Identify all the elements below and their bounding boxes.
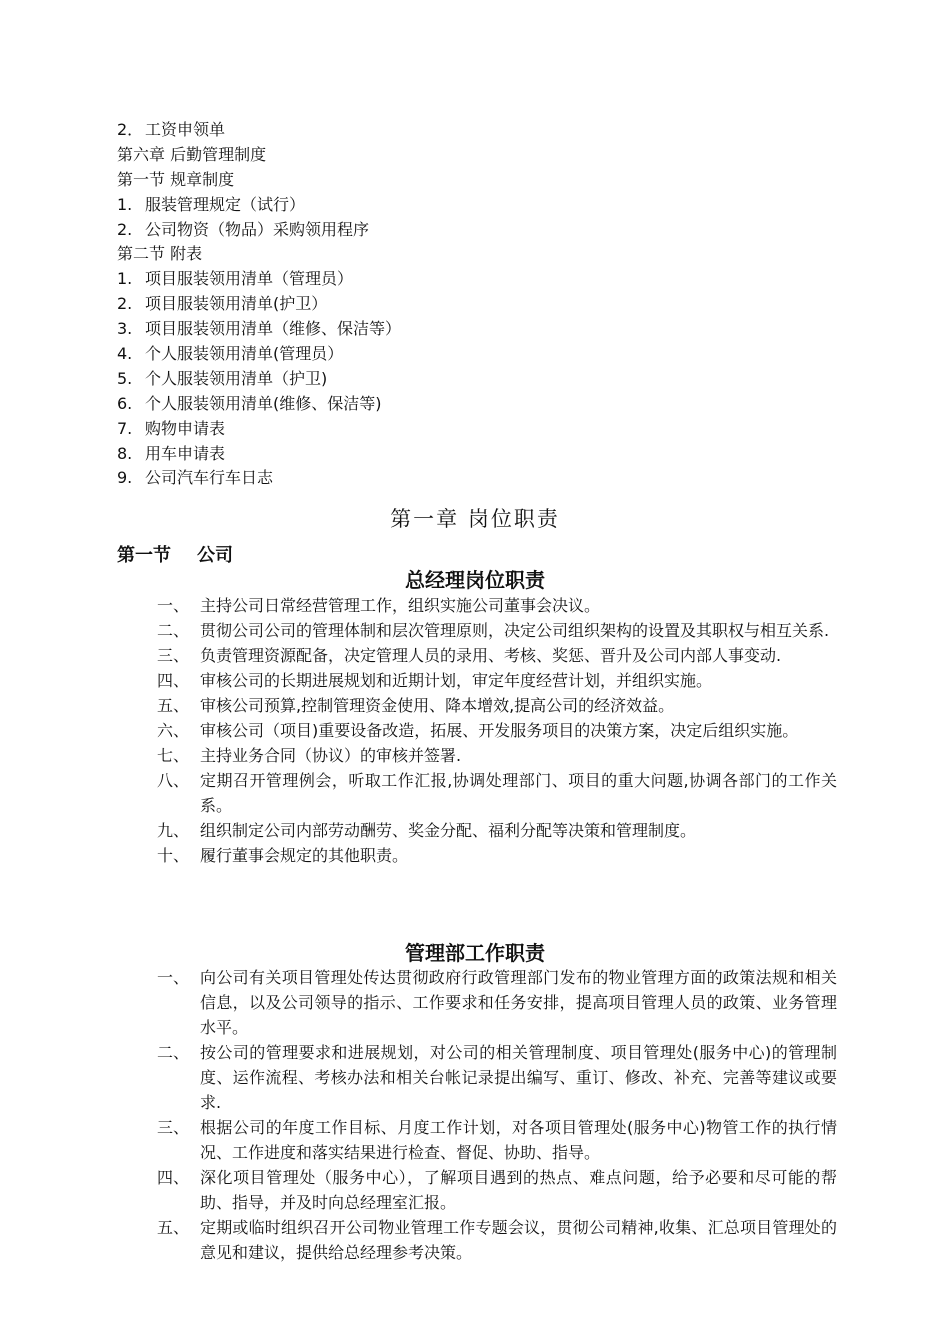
- list-item: 十、 履行董事会规定的其他职责。: [157, 846, 409, 865]
- toc-line: 2. 公司物资（物品）采购领用程序: [117, 219, 370, 239]
- list-item: 七、 主持业务合同（协议）的审核并签署.: [157, 746, 462, 765]
- toc-line: 9. 公司汽车行车日志: [117, 468, 274, 488]
- section-heading: [117, 542, 233, 570]
- toc-line: 2. 项目服装领用清单(护卫）: [117, 294, 328, 314]
- mgmt-duties-list: [157, 965, 837, 1265]
- toc-line: 1. 服装管理规定（试行）: [117, 194, 306, 214]
- gm-duties-list: [157, 593, 837, 868]
- toc-line: 3. 项目服装领用清单（维修、保洁等）: [117, 319, 402, 339]
- toc-line: 8. 用车申请表: [117, 443, 226, 463]
- toc-line: 4. 个人服装领用清单(管理员）: [117, 344, 344, 364]
- gm-duties-title: 总经理岗位职责: [405, 568, 545, 592]
- toc-line: 7. 购物申请表: [117, 418, 226, 438]
- toc-line: 6. 个人服装领用清单(维修、保洁等): [117, 393, 382, 413]
- mgmt-duties-title: 管理部工作职责: [405, 941, 545, 965]
- list-item: 五、 定期或临时组织召开公司物业管理工作专题会议，贯彻公司精神,收集、汇总项目管理处的意见和建议，提供给总经理参考决策。: [157, 1218, 837, 1262]
- toc-line: 1. 项目服装领用清单（管理员）: [117, 269, 354, 289]
- list-item: 九、 组织制定公司内部劳动酬劳、奖金分配、福利分配等决策和管理制度。: [157, 821, 697, 840]
- toc-line: 第一节 规章制度: [117, 169, 235, 189]
- section-name: 公司: [197, 545, 233, 566]
- list-item: 一、 主持公司日常经营管理工作，组织实施公司董事会决议。: [157, 596, 601, 615]
- toc-line: 第二节 附表: [117, 244, 203, 264]
- list-item: 五、 审核公司预算,控制管理资金使用、降本增效,提高公司的经济效益。: [157, 696, 675, 715]
- list-item: 六、 审核公司（项目)重要设备改造，拓展、开发服务项目的决策方案，决定后组织实施。: [157, 721, 799, 740]
- chapter-title: 第一章 岗位职责: [390, 507, 560, 531]
- list-item: 三、 负责管理资源配备，决定管理人员的录用、考核、奖惩、晋升及公司内部人事变动.: [157, 646, 782, 665]
- toc-line: 第六章 后勤管理制度: [117, 144, 267, 164]
- table-of-contents: [117, 118, 817, 491]
- toc-line: 5. 个人服装领用清单（护卫): [117, 368, 328, 388]
- list-item: 八、 定期召开管理例会，听取工作汇报,协调处理部门、项目的重大问题,协调各部门的工作关系。: [157, 771, 837, 815]
- list-item: 二、 按公司的管理要求和进展规划，对公司的相关管理制度、项目管理处(服务中心)的管理制度、运作流程、考核办法和相关台帐记录提出编写、重订、修改、补充、完善等建议或要求.: [157, 1043, 837, 1112]
- list-item: 一、 向公司有关项目管理处传达贯彻政府行政管理部门发布的物业管理方面的政策法规和相关信息，以及公司领导的指示、工作要求和任务安排，提高项目管理人员的政策、业务管理水平。: [157, 968, 837, 1037]
- section-label: 第一节: [117, 545, 171, 566]
- list-item: 四、 审核公司的长期进展规划和近期计划，审定年度经营计划，并组织实施。: [157, 671, 713, 690]
- list-item: 三、 根据公司的年度工作目标、月度工作计划，对各项目管理处(服务中心)物管工作的执行情况、工作进度和落实结果进行检查、督促、协助、指导。: [157, 1118, 837, 1162]
- toc-line: 2． 工资申领单: [117, 120, 226, 139]
- list-item: 二、 贯彻公司公司的管理体制和层次管理原则，决定公司组织架构的设置及其职权与相互关系.: [157, 621, 830, 640]
- list-item: 四、 深化项目管理处（服务中心），了解项目遇到的热点、难点问题，给予必要和尽可能的帮助、指导，并及时向总经理室汇报。: [157, 1168, 837, 1212]
